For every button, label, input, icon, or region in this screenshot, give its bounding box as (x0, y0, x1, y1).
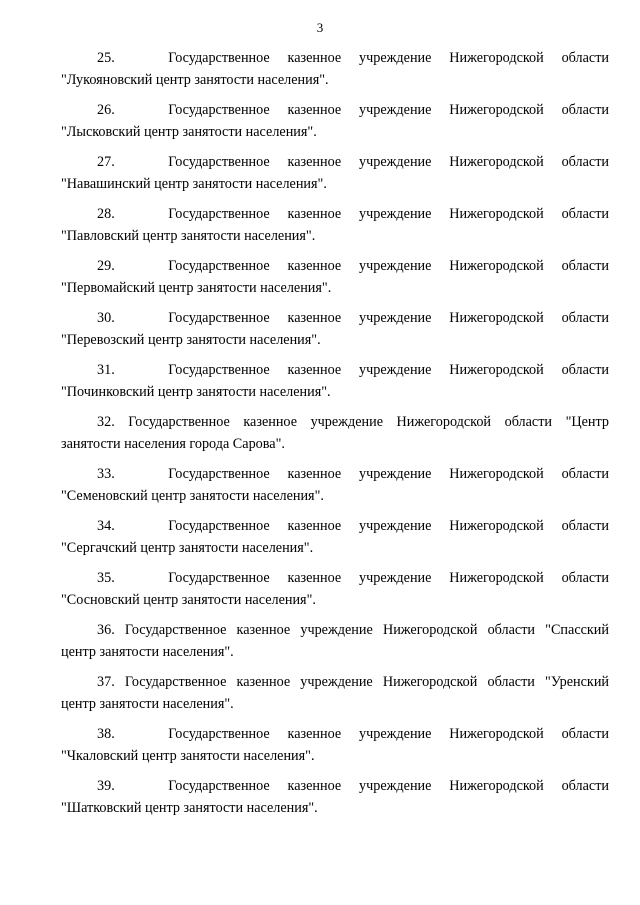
list-item (61, 567, 609, 611)
list-item (61, 463, 609, 507)
institution-list (61, 47, 609, 827)
list-item-line: "Перевозский центр занятости населения". (61, 332, 321, 348)
list-item-line: центр занятости населения". (61, 696, 234, 712)
list-item-line: "Семеновский центр занятости населения". (61, 488, 324, 504)
list-item-line: занятости населения города Сарова". (61, 436, 285, 452)
list-item-line: "Чкаловский центр занятости населения". (61, 748, 315, 764)
list-item-line: 38. Государственное казенное учреждение Нижегородской области (97, 726, 609, 742)
list-item (61, 619, 609, 663)
list-item-line: "Лукояновский центр занятости населения". (61, 72, 329, 88)
list-item-line: 32. Государственное казенное учреждение Нижегородской области "Центр (97, 414, 609, 430)
list-item-line: "Шатковский центр занятости населения". (61, 800, 318, 816)
list-item-line: "Сергачский центр занятости населения". (61, 540, 314, 556)
list-item-line: 29. Государственное казенное учреждение Нижегородской области (97, 258, 609, 274)
list-item-line: 33. Государственное казенное учреждение Нижегородской области (97, 466, 609, 482)
list-item-line: "Навашинский центр занятости населения". (61, 176, 327, 192)
list-item-line: "Сосновский центр занятости населения". (61, 592, 316, 608)
list-item-line: 26. Государственное казенное учреждение Нижегородской области (97, 102, 609, 118)
list-item (61, 255, 609, 299)
list-item (61, 307, 609, 351)
list-item-line: 34. Государственное казенное учреждение Нижегородской области (97, 518, 609, 534)
list-item (61, 411, 609, 455)
list-item (61, 203, 609, 247)
page-number: 3 (316, 20, 324, 35)
list-item (61, 723, 609, 767)
list-item-line: "Павловский центр занятости населения". (61, 228, 316, 244)
list-item-line: центр занятости населения". (61, 644, 234, 660)
list-item-line: "Починковский центр занятости населения". (61, 384, 331, 400)
list-item-line: 27. Государственное казенное учреждение Нижегородской области (97, 154, 609, 170)
list-item-line: "Первомайский центр занятости населения". (61, 280, 332, 296)
list-item-line: 37. Государственное казенное учреждение Нижегородской области "Уренский (97, 674, 609, 690)
list-item (61, 47, 609, 91)
list-item-line: 25. Государственное казенное учреждение Нижегородской области (97, 50, 609, 66)
list-item-line: 36. Государственное казенное учреждение Нижегородской области "Спасский (97, 622, 609, 638)
list-item-line: 39. Государственное казенное учреждение Нижегородской области (97, 778, 609, 794)
list-item (61, 775, 609, 819)
list-item (61, 99, 609, 143)
list-item-line: 30. Государственное казенное учреждение Нижегородской области (97, 310, 609, 326)
list-item-line: 28. Государственное казенное учреждение Нижегородской области (97, 206, 609, 222)
list-item (61, 151, 609, 195)
list-item-line: "Лысковский центр занятости населения". (61, 124, 317, 140)
list-item (61, 359, 609, 403)
list-item-line: 35. Государственное казенное учреждение Нижегородской области (97, 570, 609, 586)
list-item (61, 671, 609, 715)
list-item (61, 515, 609, 559)
list-item-line: 31. Государственное казенное учреждение Нижегородской области (97, 362, 609, 378)
